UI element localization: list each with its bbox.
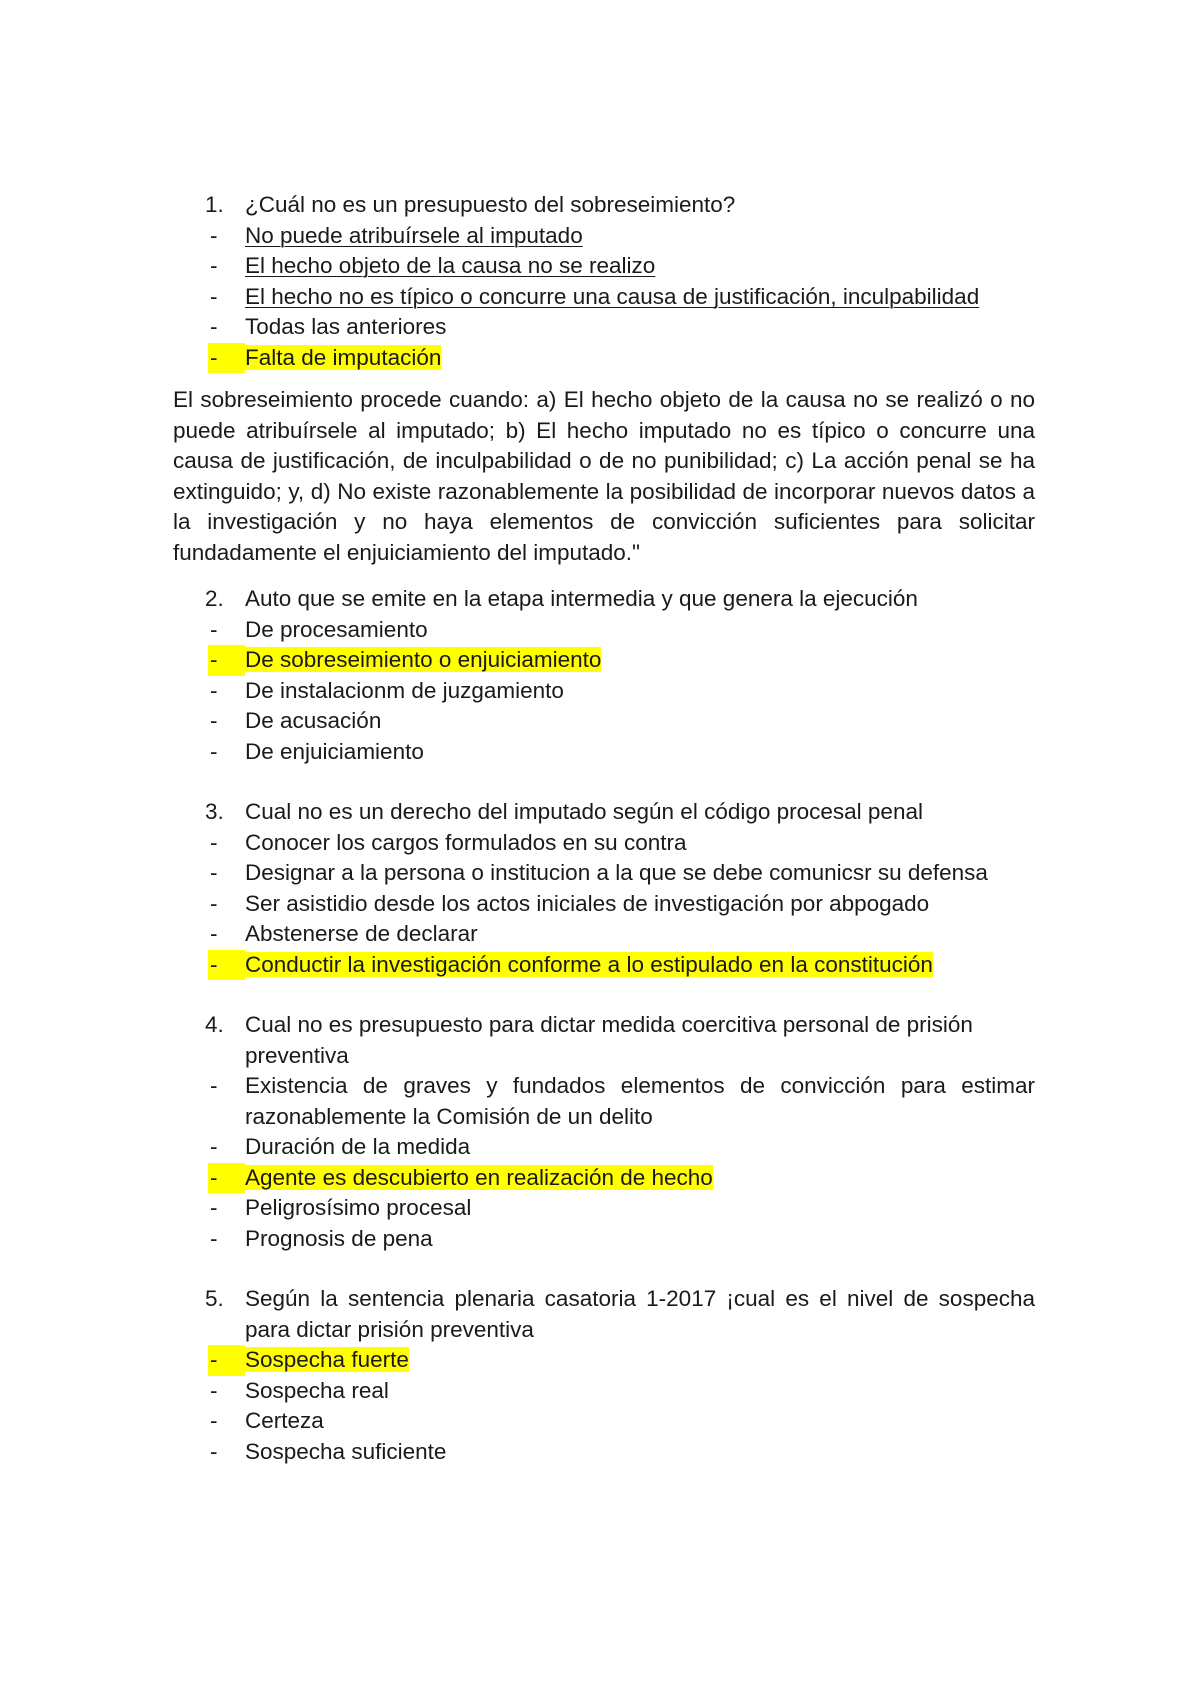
question-number: 2. xyxy=(205,586,224,611)
dash-marker: - xyxy=(210,921,218,946)
option-text: Designar a la persona o institucion a la que se debe comunicsr su defensa xyxy=(245,860,988,885)
dash-marker: - xyxy=(208,950,226,981)
option-text: Sospecha real xyxy=(245,1377,389,1403)
question-1-option-4 xyxy=(173,312,1035,343)
question-4-option-4 xyxy=(173,1193,1035,1224)
question-5 xyxy=(173,1284,1035,1345)
option-text-highlighted: Agente es descubierto en realización de hecho xyxy=(245,1164,713,1190)
option-text: De instalacionm de juzgamiento xyxy=(245,677,564,703)
option-text: Certeza xyxy=(245,1408,324,1433)
dash-marker: - xyxy=(210,253,218,278)
question-4 xyxy=(173,1010,1035,1071)
question-3-option-3 xyxy=(173,889,1035,920)
question-1-option-5-answer xyxy=(173,343,1035,374)
question-number: 3. xyxy=(205,799,224,824)
spacer xyxy=(173,767,1035,797)
question-4-option-2 xyxy=(173,1132,1035,1163)
option-text-highlighted: De sobreseimiento o enjuiciamiento xyxy=(245,647,602,672)
option-text: Duración de la medida xyxy=(245,1134,471,1159)
question-2-option-2-answer xyxy=(173,645,1035,676)
dash-marker: - xyxy=(210,1408,218,1433)
question-3-option-4 xyxy=(173,919,1035,950)
option-text: Abstenerse de declarar xyxy=(245,921,478,946)
option-text: Prognosis de pena xyxy=(245,1225,433,1251)
explanation-paragraph: El sobreseimiento procede cuando: a) El hecho objeto de la causa no se realizó o no puede atribuírsele al imputado; b) El hecho imputado no es típico o concurre una causa de justificación, de inculpabilidad o de no punibilidad; c) La acción penal se ha extinguido; y, d) No existe razonablemente la posibilidad de incorporar nuevos datos a la investigación y no haya elementos de convicción suficientes para solicitar fundadamente el enjuiciamiento del imputado." xyxy=(173,387,1035,565)
option-text-highlighted: Conductir la investigación conforme a lo estipulado en la constitución xyxy=(245,951,933,977)
spacer xyxy=(173,980,1035,1010)
question-4-option-5 xyxy=(173,1224,1035,1255)
option-text: Peligrosísimo procesal xyxy=(245,1195,472,1220)
question-3-option-5-answer xyxy=(173,950,1035,981)
spacer xyxy=(173,1254,1035,1284)
question-3 xyxy=(173,797,1035,828)
option-text: Ser asistidio desde los actos iniciales de investigación por abpogado xyxy=(245,890,930,916)
dash-marker: - xyxy=(210,1134,218,1159)
question-5-option-3 xyxy=(173,1406,1035,1437)
question-text: ¿Cuál no es un presupuesto del sobreseimiento? xyxy=(245,192,736,217)
dash-marker: - xyxy=(208,1163,226,1194)
question-3-option-1 xyxy=(173,828,1035,859)
question-number: 5. xyxy=(205,1286,224,1311)
option-text: Todas las anteriores xyxy=(245,314,447,339)
dash-marker: - xyxy=(210,1225,218,1251)
question-text: Auto que se emite en la etapa intermedia y que genera la ejecución xyxy=(245,586,918,611)
dash-marker: - xyxy=(208,343,226,374)
question-2 xyxy=(173,584,1035,615)
option-text: El hecho objeto de la causa no se realizo xyxy=(245,253,656,278)
dash-marker: - xyxy=(210,1438,218,1464)
dash-marker: - xyxy=(208,645,226,676)
question-2-option-5 xyxy=(173,737,1035,768)
question-1-option-1 xyxy=(173,221,1035,252)
dash-marker: - xyxy=(210,314,218,339)
question-4-option-1 xyxy=(173,1071,1035,1132)
dash-marker: - xyxy=(210,738,218,764)
question-2-option-4 xyxy=(173,706,1035,737)
option-text: De procesamiento xyxy=(245,616,428,642)
dash-marker: - xyxy=(208,1345,226,1376)
dash-marker: - xyxy=(210,616,218,642)
dash-marker: - xyxy=(210,1195,218,1220)
dash-marker: - xyxy=(210,1073,218,1098)
question-1-option-3 xyxy=(173,282,1035,313)
question-2-option-3 xyxy=(173,676,1035,707)
question-1 xyxy=(173,190,1035,221)
dash-marker: - xyxy=(210,1377,218,1403)
question-2-option-1 xyxy=(173,615,1035,646)
question-text: Cual no es un derecho del imputado según el código procesal penal xyxy=(245,799,923,824)
question-number: 1. xyxy=(205,192,224,217)
question-4-option-3-answer xyxy=(173,1163,1035,1194)
option-text: Conocer los cargos formulados en su contra xyxy=(245,829,687,855)
option-text: No puede atribuírsele al imputado xyxy=(245,222,583,248)
dash-marker: - xyxy=(210,677,218,703)
question-text: Según la sentencia plenaria casatoria 1-2017 ¡cual es el nivel de sospecha para dictar prisión preventiva xyxy=(245,1286,1035,1342)
option-text-highlighted: Falta de imputación xyxy=(245,344,442,370)
dash-marker: - xyxy=(210,829,218,855)
question-number: 4. xyxy=(205,1012,224,1037)
question-5-option-4 xyxy=(173,1437,1035,1468)
question-5-option-2 xyxy=(173,1376,1035,1407)
dash-marker: - xyxy=(210,283,218,309)
dash-marker: - xyxy=(210,890,218,916)
question-1-option-2 xyxy=(173,251,1035,282)
dash-marker: - xyxy=(210,860,218,885)
option-text: De acusación xyxy=(245,708,382,733)
option-text: El hecho no es típico o concurre una causa de justificación, inculpabilidad xyxy=(245,283,980,309)
option-text: De enjuiciamiento xyxy=(245,738,424,764)
question-3-option-2 xyxy=(173,858,1035,889)
option-text-highlighted: Sospecha fuerte xyxy=(245,1347,409,1372)
dash-marker: - xyxy=(210,222,218,248)
option-text: Sospecha suficiente xyxy=(245,1438,447,1464)
document-content xyxy=(173,190,1035,1467)
question-text: Cual no es presupuesto para dictar medida coercitiva personal de prisión preventiva xyxy=(245,1012,973,1068)
option-text: Existencia de graves y fundados elementos de convicción para estimar razonablemente la Comisión de un delito xyxy=(245,1073,1035,1129)
dash-marker: - xyxy=(210,708,218,733)
question-5-option-1-answer xyxy=(173,1345,1035,1376)
